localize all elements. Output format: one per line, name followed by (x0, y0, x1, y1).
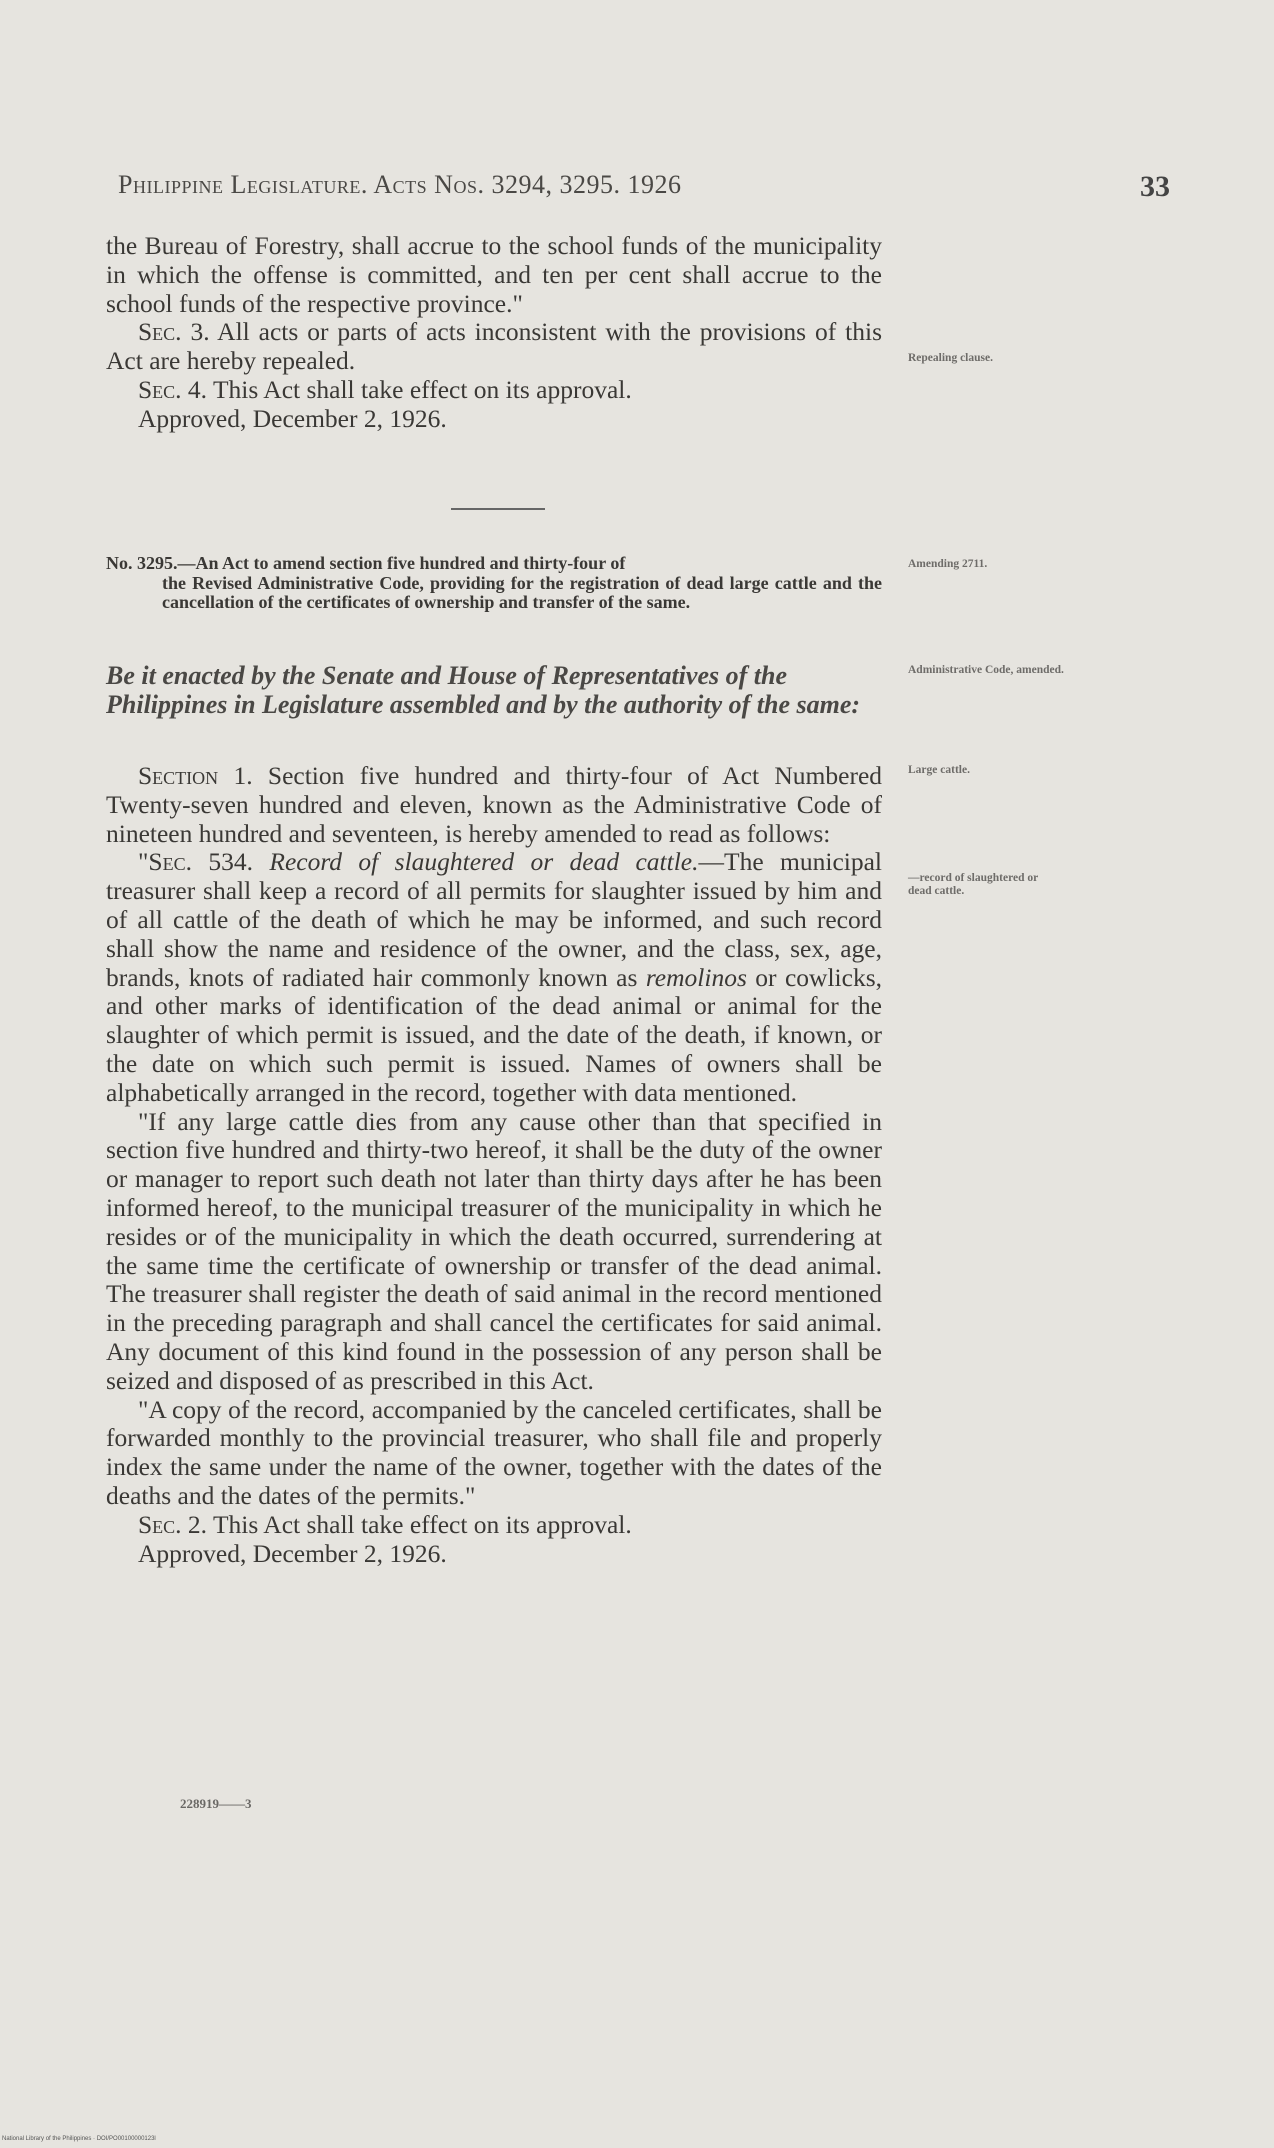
paragraph-record-copy: "A copy of the record, accompanied by the canceled certificates, shall be forwarded monthly to the provincial treasurer, who shall file and properly index the same under the name of the owner, together with the dates of the deaths and the dates of the permits." (106, 1394, 882, 1510)
section-1 (106, 762, 882, 848)
act-title-rest: the Revised Administrative Code, providing for the registration of dead large cattle and the cancellation of the certificates of ownership and transfer of the same. (162, 572, 882, 613)
section-3-text: All acts or parts of acts inconsistent with the provisions of this Act are hereby repealed. (106, 317, 883, 376)
margin-note-large-cattle: Large cattle. (908, 764, 970, 776)
section-divider (451, 508, 545, 510)
section-534-text-a: —The municipal treasurer shall keep a record of all permits for slaughter issued by him and of all cattle of the death of which he may be informed, and such record shall show the name and residence of the owner, and the class, sex, age, brands, knots of radiated hair commonly known as (106, 847, 882, 992)
margin-note-record: —record of slaughtered or dead cattle. (908, 872, 1038, 897)
approval-line: Approved, December 2, 1926. (138, 403, 447, 433)
print-code: 228919——3 (180, 1796, 252, 1811)
section-534-text-b: or cowlicks, and other marks of identification of the dead animal or animal for the slaughter of which permit is issued, and the date of the death, if known, or the date on which such permit is issued. Names of owners shall be alphabetically arranged in the record, together with data mentioned. (106, 962, 882, 1107)
section-4-label: Sec. 4. (138, 374, 208, 404)
act-3294-conclusion (106, 232, 882, 434)
section-534 (106, 848, 882, 1107)
section-1-label: Section 1. (138, 761, 253, 790)
section-2 (106, 1511, 882, 1540)
enacting-clause: Be it enacted by the Senate and House of Representatives of the Philippines in Legislature assembled and by the authority of the same: (106, 661, 861, 719)
section-4 (106, 376, 882, 405)
section-2-label: Sec. 2. (138, 1509, 208, 1539)
act-3295-body (106, 762, 882, 1568)
section-534-heading: Record of slaughtered or dead cattle. (252, 847, 699, 877)
section-3 (106, 318, 882, 376)
scan-caption: National Library of the Philippines · DOI/PO00100000123l (2, 2136, 156, 2142)
section-1-text: Section five hundred and thirty-four of Act Numbered Twenty-seven hundred and eleven, known as the Administrative Code of nineteen hundred and seventeen, is hereby amended to read as follows: (106, 761, 883, 848)
paragraph-dead-cattle: "If any large cattle dies from any cause other than that specified in section five hundred and thirty-two hereof, it shall be the duty of the owner or manager to report such death not later than thirty days after he has been informed hereof, to the municipal treasurer of the municipality in which he resides or of the municipality in which the death occurred, surrendering at the same time the certificate of ownership or transfer of the dead animal. The treasurer shall register the death of said animal in the record mentioned in the preceding paragraph and shall cancel the certificates for said animal. Any document of this kind found in the possession of any person shall be seized and disposed of as prescribed in this Act. (106, 1106, 882, 1395)
page-number: 33 (1140, 170, 1170, 203)
section-534-italic-term: remolinos (645, 962, 747, 992)
approval-line-2: Approved, December 2, 1926. (138, 1538, 447, 1568)
margin-note-admin-code: Administrative Code, amended. (908, 664, 1064, 676)
section-534-label: "Sec. 534. (138, 847, 253, 877)
act-3295-title (106, 554, 882, 613)
section-3-label: Sec. 3. (138, 317, 210, 347)
running-title: Philippine Legislature. Acts Nos. 3294, 3295. 1926 (118, 170, 682, 199)
act-title-first-line: No. 3295.—An Act to amend section five hundred and thirty-four of (106, 553, 626, 573)
section-4-text: This Act shall take effect on its approval. (207, 374, 632, 404)
running-header (118, 170, 878, 200)
margin-note-amending: Amending 2711. (908, 558, 988, 570)
section-2-text: This Act shall take effect on its approval. (207, 1509, 632, 1539)
paragraph-continuation: the Bureau of Forestry, shall accrue to the school funds of the municipality in which the offense is committed, and ten per cent shall accrue to the school funds of the respective province." (106, 231, 882, 318)
margin-note-repealing: Repealing clause. (908, 352, 993, 364)
